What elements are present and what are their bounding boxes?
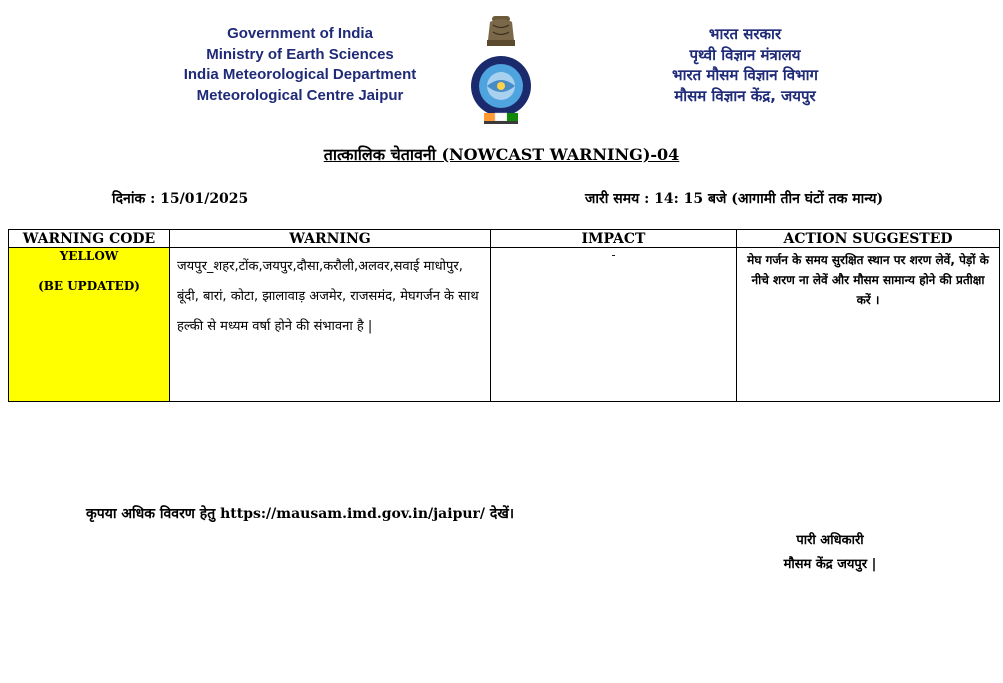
header-impact: IMPACT [491,230,737,248]
header-en-line-2: Ministry of Earth Sciences [206,45,394,63]
header-en-line-1: Government of India [227,25,373,42]
action-suggested-cell: मेघ गर्जन के समय सुरक्षित स्थान पर शरण लेवें, पेड़ों के नीचे शरण ना लेवें और मौसम सामान्य होने की प्रतीक्षा करें । [737,248,1000,402]
issuer-office: मौसम केंद्र जयपुर | [783,557,877,572]
header-hi-line-2: पृथ्वी विज्ञान मंत्रालय [689,45,801,64]
impact-cell: - [491,248,737,402]
more-info-link[interactable]: https://mausam.imd.gov.in/jaipur/ [220,506,486,522]
header-hindi [600,24,890,106]
issuer-title: पारी अधिकारी [796,533,864,548]
header-warning-code: WARNING CODE [9,230,170,248]
header-hi-line-4: मौसम विज्ञान केंद्र, जयपुर [674,86,816,105]
warning-table [8,229,1000,402]
header-warning: WARNING [170,230,491,248]
warning-text-cell: जयपुर_शहर,टोंक,जयपुर,दौसा,करौली,अलवर,सवाई माधोपुर, बूंदी, बारां, कोटा, झालावाड़ अजमेर, राजसमंद, मेघगर्जन के साथ हल्की से मध्यम वर्षा होने की संभावना है | [170,248,491,402]
issue-time: जारी समय : 14: 15 बजे (आगामी तीन घंटों तक मान्य) [585,191,884,207]
warning-code-note: (BE UPDATED) [38,279,140,293]
header-action-suggested: ACTION SUGGESTED [737,230,1000,248]
more-info-prefix: कृपया अधिक विवरण हेतु [86,506,221,522]
warning-code-cell [9,248,170,402]
header-en-line-4: Meteorological Centre Jaipur [196,86,404,104]
issue-date: दिनांक : 15/01/2025 [112,191,249,207]
issuer-block [760,529,900,577]
table-row [9,248,1000,402]
more-info-line [86,504,514,523]
table-header-row [9,230,1000,248]
header-hi-line-3: भारत मौसम विज्ञान विभाग [672,66,818,84]
imd-emblem-icon [470,14,532,126]
warning-code-level: YELLOW [59,249,119,263]
header-english [150,24,450,106]
page-title: तात्कालिक चेतावनी (NOWCAST WARNING)-04 [323,145,680,164]
header-en-line-3: India Meteorological Department [183,66,417,83]
more-info-suffix: देखें। [485,506,515,522]
header-hi-line-1: भारत सरकार [708,25,782,43]
